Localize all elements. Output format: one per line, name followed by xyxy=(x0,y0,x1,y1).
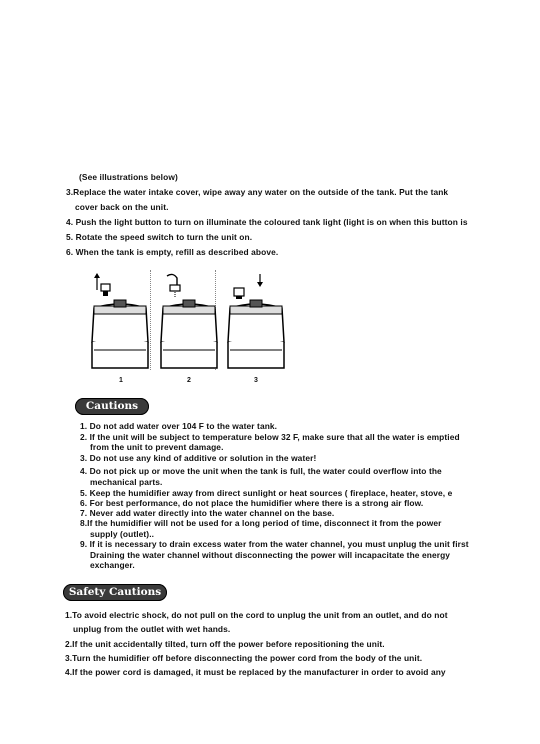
caution-item: 9. If it is necessary to drain excess water from the water channel, you must unplug the unit first xyxy=(80,539,469,549)
safety-item: 2.If the unit accidentally tilted, turn off the power before repositioning the unit. xyxy=(65,639,385,649)
caution-item: 7. Never add water directly into the water channel on the base. xyxy=(80,508,335,518)
caution-item: from the unit to prevent damage. xyxy=(90,442,224,452)
humidifier-illustration-2 xyxy=(153,270,225,376)
caution-item: mechanical parts. xyxy=(90,477,163,487)
see-illustrations-note: (See illustrations below) xyxy=(79,172,178,182)
caution-item: 1. Do not add water over 104 F to the water tank. xyxy=(80,421,278,431)
safety-item: 4.If the power cord is damaged, it must be replaced by the manufacturer in order to avoid any xyxy=(65,667,446,677)
step-5: 5. Rotate the speed switch to turn the unit on. xyxy=(66,232,253,242)
caution-item: 6. For best performance, do not place the humidifier where there is a strong air flow. xyxy=(80,498,424,508)
step-6: 6. When the tank is empty, refill as described above. xyxy=(66,247,279,257)
cautions-heading: Cautions xyxy=(75,398,149,415)
figure-label-3: 3 xyxy=(254,377,258,384)
humidifier-illustration-1 xyxy=(84,270,156,376)
caution-item: 3. Do not use any kind of additive or solution in the water! xyxy=(80,453,317,463)
caution-item: Draining the water channel without disconnecting the power will incapacitate the energy xyxy=(90,550,451,560)
caution-item: 5. Keep the humidifier away from direct sunlight or heat sources ( fireplace, heater, stove, e xyxy=(80,488,453,498)
step-3-line-2: cover back on the unit. xyxy=(75,202,169,212)
safety-item: unplug from the outlet with wet hands. xyxy=(73,624,231,634)
safety-cautions-heading: Safety Cautions xyxy=(63,584,167,601)
caution-item: 4. Do not pick up or move the unit when the tank is full, the water could overflow into the xyxy=(80,466,442,476)
caution-item: exchanger. xyxy=(90,560,135,570)
caution-item: 8.If the humidifier will not be used for a long period of time, disconnect it from the power xyxy=(80,518,442,528)
caution-item: supply (outlet).. xyxy=(90,529,155,539)
step-4: 4. Push the light button to turn on illuminate the coloured tank light (light is on when this button is xyxy=(66,217,468,227)
safety-item: 1.To avoid electric shock, do not pull on the cord to unplug the unit from an outlet, and do not xyxy=(65,610,448,620)
figure-label-2: 2 xyxy=(187,377,191,384)
safety-item: 3.Turn the humidifier off before disconnecting the power cord from the body of the unit. xyxy=(65,653,423,663)
figure-label-1: 1 xyxy=(119,377,123,384)
step-3-line-1: 3.Replace the water intake cover, wipe away any water on the outside of the tank. Put the tank xyxy=(66,187,449,197)
humidifier-illustration-3 xyxy=(220,270,292,376)
caution-item: 2. If the unit will be subject to temperature below 32 F, make sure that all the water is emptied xyxy=(80,432,460,442)
